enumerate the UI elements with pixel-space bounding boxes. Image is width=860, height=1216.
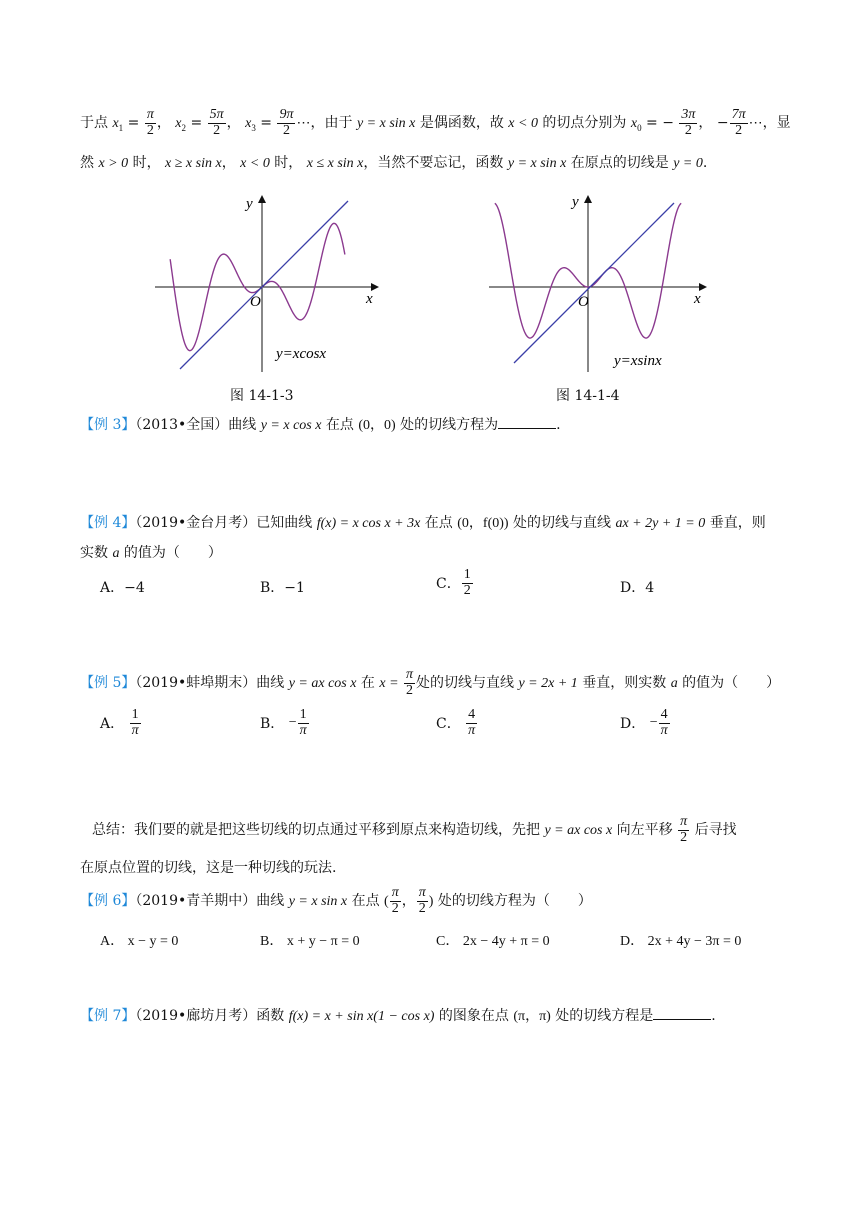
origin-label: O xyxy=(250,294,261,310)
example-text: 垂直，则实数 xyxy=(582,675,667,692)
equals: = xyxy=(127,115,140,132)
option-c[interactable]: C． 2x − 4y + π = 0 xyxy=(436,934,550,949)
math-func: y = x sin x xyxy=(288,894,348,910)
example-tag: 【例 4】 xyxy=(80,515,136,531)
example-text: 的值为（ ） xyxy=(682,675,781,692)
intro-text: 在原点的切线是 xyxy=(570,155,669,171)
y-axis-label: y xyxy=(572,194,579,210)
option-a[interactable]: A．−4 xyxy=(100,580,145,596)
example-source: （2019•蚌埠期末） xyxy=(135,675,257,692)
example-3 xyxy=(80,414,561,434)
math-tangent: y = 0 xyxy=(673,156,703,171)
answer-blank[interactable] xyxy=(653,1007,711,1020)
example-text: 曲线 xyxy=(256,675,285,692)
x1-var: $x_1$ xyxy=(112,116,124,133)
example-4-line-2 xyxy=(80,542,222,562)
x0-var: $x_0$ xyxy=(630,116,642,133)
example-source: （2019•金台月考） xyxy=(135,515,257,531)
math-func: f(x) = x + sin x(1 − cos x) xyxy=(288,1009,435,1024)
figure-caption: 图 14-1-4 xyxy=(556,388,620,404)
example-text: 的值为（ ） xyxy=(123,545,222,561)
summary-line-1 xyxy=(92,815,737,845)
example-source: （2013•全国） xyxy=(135,417,229,433)
math-func: y = x sin x xyxy=(507,156,567,171)
answer-blank[interactable] xyxy=(498,416,556,429)
figure-caption: 图 14-1-3 xyxy=(230,388,294,404)
option-a[interactable] xyxy=(100,708,142,738)
option-b[interactable]: B． x + y − π = 0 xyxy=(260,934,360,949)
curve-label: y=xcosx xyxy=(276,346,327,362)
option-a[interactable]: A． x − y = 0 xyxy=(100,934,179,949)
example-text: 曲线 xyxy=(256,893,285,910)
example-text: 在点 xyxy=(424,515,453,531)
option-label: D． xyxy=(620,716,646,733)
math-func: y = ax cos x xyxy=(288,676,357,692)
example-text: 实数 xyxy=(80,545,108,561)
option-d[interactable]: D．4 xyxy=(620,580,655,596)
option-label: C． xyxy=(436,716,461,733)
math-var: x = xyxy=(379,676,399,692)
x-axis-label: x xyxy=(694,291,701,307)
x2-var: $x_2$ xyxy=(175,116,186,133)
figure-xcosx xyxy=(150,190,390,380)
example-text: 在 xyxy=(360,675,375,692)
example-tag: 【例 6】 xyxy=(80,893,136,910)
curve-label: y=xsinx xyxy=(614,353,662,369)
example-source: （2019•廊坊月考） xyxy=(135,1008,257,1024)
option-fraction: $\frac{4}{\pi}$ xyxy=(468,707,476,738)
intro-text: ，当然不要忘记，函数 xyxy=(363,155,504,171)
math-cond: x < 0 xyxy=(240,156,270,171)
tangent-line xyxy=(180,201,348,369)
frac-pi-2: $\frac{\pi}{2}$ xyxy=(680,814,688,845)
example-text: 曲线 xyxy=(228,417,257,433)
ellipsis: ⋯ xyxy=(296,115,311,132)
paren: ) xyxy=(428,894,434,910)
frac-1-2: $\frac{1}{2}$ xyxy=(463,567,471,598)
frac-7pi-2: $\frac{7\pi}{2}$ xyxy=(731,107,746,138)
example-text: 函数 xyxy=(256,1008,285,1024)
intro-text: 然 xyxy=(80,155,94,171)
option-d[interactable]: D． 2x + 4y − 3π = 0 xyxy=(620,934,742,949)
minus: − xyxy=(288,715,297,731)
intro-line-2 xyxy=(80,152,707,172)
intro-text: ，显 xyxy=(762,115,791,132)
math-var: a xyxy=(670,676,678,692)
intro-text: 是偶函数，故 xyxy=(419,115,504,132)
intro-text: 时， xyxy=(274,155,303,171)
intro-text: ，由于 xyxy=(310,115,353,132)
comma: ， xyxy=(221,155,236,171)
example-tag: 【例 3】 xyxy=(80,417,136,433)
math-func: f(x) = x cos x + 3x xyxy=(316,516,421,531)
option-d[interactable] xyxy=(620,708,671,738)
origin-label: O xyxy=(578,294,589,310)
y-axis-label: y xyxy=(246,196,253,212)
frac-pi-2: $\frac{\pi}{2}$ xyxy=(146,107,154,138)
math-point: (0，f(0)) xyxy=(457,516,509,531)
period: . xyxy=(556,417,561,433)
math-ineq: x ≥ x sin x xyxy=(165,156,222,171)
example-text: 的图象在点 xyxy=(438,1008,509,1024)
example-text: 处的切线方程为 xyxy=(400,417,499,433)
frac-pi-2: $\frac{\pi}{2}$ xyxy=(406,667,414,698)
option-b[interactable] xyxy=(260,708,310,738)
example-text: 在点 xyxy=(351,893,380,910)
frac-5pi-2: $\frac{5\pi}{2}$ xyxy=(209,107,224,138)
example-7 xyxy=(80,1005,716,1025)
math-func: y = x cos x xyxy=(260,418,322,433)
example-text: 处的切线与直线 xyxy=(416,675,515,692)
intro-line-1: 于点 $x_1$ = $\frac{\pi}{2}$ ， $x_2$ = $\frac{5\pi}{2}$ ， $x_3$ = $\frac{9\pi}{2}$ ⋯，由于 y = x sin x 是偶函数，故 x < 0 的切点分别为 $x_0$ = − $\frac{3\pi}{2}$ ， − $\frac{7\pi}{2}$ ⋯，显 xyxy=(80,107,791,138)
example-text: 处的切线方程是 xyxy=(555,1008,654,1024)
period: . xyxy=(711,1008,716,1024)
intro-text: 于点 xyxy=(80,115,108,132)
paren: ( xyxy=(384,894,389,910)
intro-text: 时， xyxy=(132,155,161,171)
example-text: 在点 xyxy=(325,417,354,433)
frac-pi-2: $\frac{\pi}{2}$ xyxy=(418,885,426,916)
option-label: C． xyxy=(436,576,461,593)
math-point: (0，0) xyxy=(358,418,396,433)
equals: = xyxy=(190,115,203,132)
frac-9pi-2: $\frac{9\pi}{2}$ xyxy=(279,107,294,138)
option-c[interactable] xyxy=(436,708,478,738)
example-text: 处的切线方程为（ ） xyxy=(437,893,592,910)
option-fraction: $\frac{1}{\pi}$ xyxy=(299,707,307,738)
math-func: y = ax cos x xyxy=(544,823,613,839)
frac-3pi-2: $\frac{3\pi}{2}$ xyxy=(681,107,696,138)
example-text: 已知曲线 xyxy=(256,515,313,531)
math-line: y = 2x + 1 xyxy=(518,676,578,692)
minus: − xyxy=(716,115,729,132)
example-text: 处的切线与直线 xyxy=(513,515,612,531)
option-label: A． xyxy=(100,716,125,733)
summary-line-2: 在原点位置的切线，这是一种切线的玩法. xyxy=(80,860,337,876)
math-point: (π，π) xyxy=(513,1009,551,1024)
math-func: y = x sin x xyxy=(356,116,416,132)
math-cond: x > 0 xyxy=(98,156,129,171)
summary-text: 总结：我们要的就是把这些切线的切点通过平移到原点来构造切线，先把 xyxy=(92,822,540,839)
math-line: ax + 2y + 1 = 0 xyxy=(615,516,706,531)
example-tag: 【例 7】 xyxy=(80,1008,136,1024)
intro-text: 的切点分别为 xyxy=(542,115,627,132)
option-fraction: $\frac{1}{\pi}$ xyxy=(131,707,139,738)
figure-xsinx xyxy=(484,190,724,380)
period: . xyxy=(702,155,708,171)
tangent-line xyxy=(514,203,674,363)
summary-text: 向左平移 xyxy=(616,822,673,839)
minus: − xyxy=(649,715,658,731)
example-5 xyxy=(80,668,780,698)
option-fraction: $\frac{4}{\pi}$ xyxy=(660,707,668,738)
equals: = xyxy=(260,115,273,132)
math-var: a xyxy=(112,546,120,561)
comma: ， xyxy=(401,893,416,910)
summary-text: 后寻找 xyxy=(694,822,737,839)
equals: = − xyxy=(646,115,674,132)
example-tag: 【例 5】 xyxy=(80,675,136,692)
example-text: 垂直，则 xyxy=(709,515,766,531)
example-4 xyxy=(80,512,766,532)
example-source: （2019•青羊期中） xyxy=(135,893,257,910)
x-axis-label: x xyxy=(366,291,373,307)
option-label: B． xyxy=(260,716,285,733)
option-b[interactable]: B．−1 xyxy=(260,580,305,596)
option-c[interactable] xyxy=(436,568,474,598)
ellipsis: ⋯ xyxy=(748,115,763,132)
math-ineq: x ≤ x sin x xyxy=(306,156,364,171)
x3-var: $x_3$ xyxy=(245,116,256,133)
example-6 xyxy=(80,886,592,916)
math-cond: x < 0 xyxy=(508,116,538,132)
frac-pi-2: $\frac{\pi}{2}$ xyxy=(391,885,399,916)
